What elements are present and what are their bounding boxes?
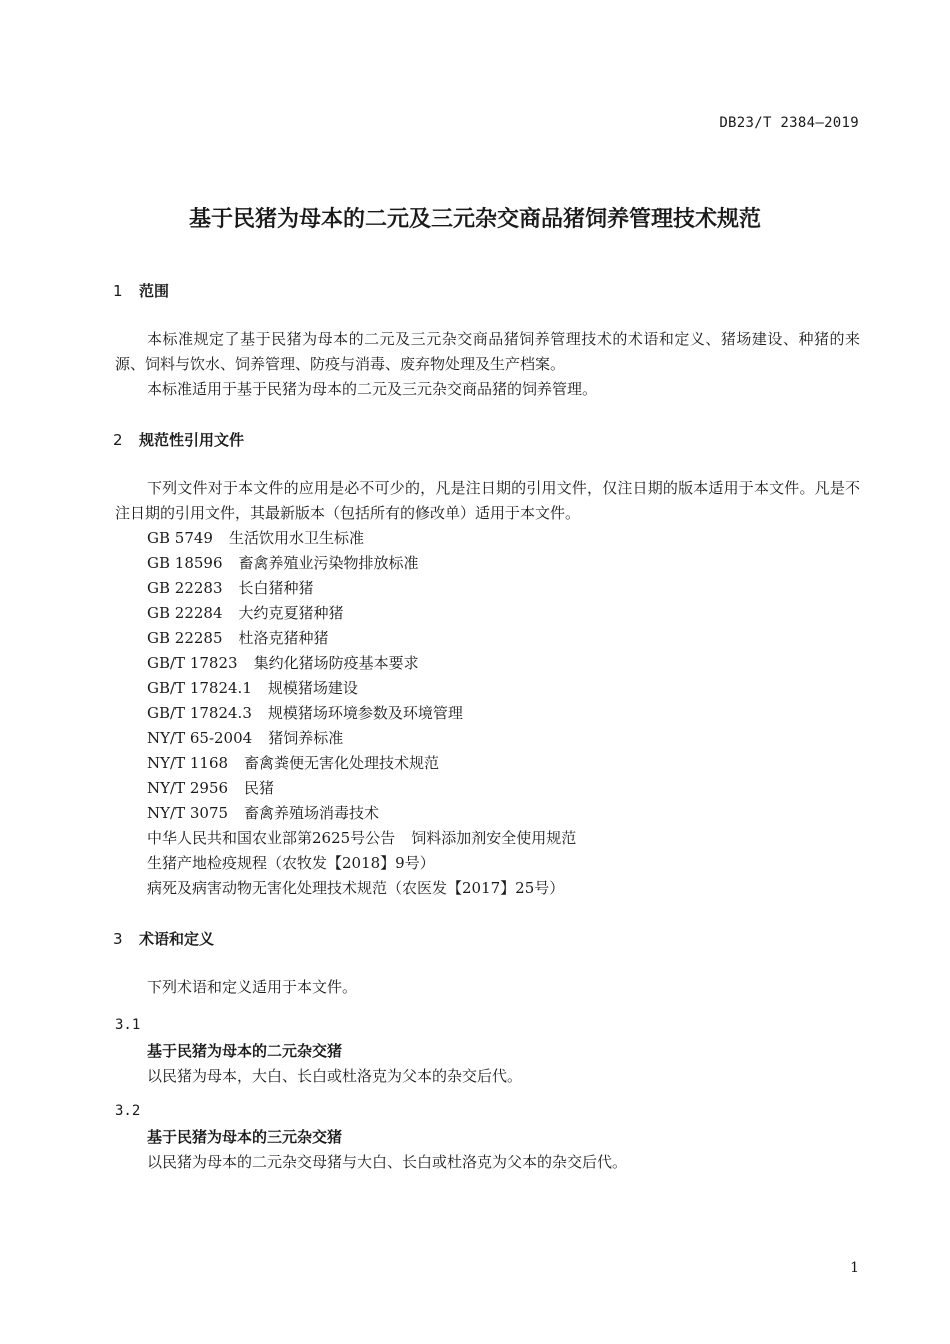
reference-name: 规模猪场环境参数及环境管理 bbox=[267, 704, 463, 722]
section-2-heading bbox=[113, 429, 244, 450]
reference-item bbox=[147, 852, 451, 873]
term-number: 3.2 bbox=[115, 1103, 141, 1119]
reference-item bbox=[147, 777, 274, 798]
reference-item bbox=[147, 552, 419, 573]
reference-name: 生活饮用水卫生标准 bbox=[228, 529, 364, 547]
reference-name: 畜禽养殖场消毒技术 bbox=[244, 804, 380, 822]
reference-item bbox=[147, 827, 576, 848]
section-3-heading bbox=[113, 928, 214, 949]
standard-code: DB23/T 2384—2019 bbox=[719, 115, 859, 131]
section-number: 3 bbox=[113, 930, 123, 948]
term-number: 3.1 bbox=[115, 1017, 141, 1033]
section-1-paragraph-1: 本标准规定了基于民猪为母本的二元及三元杂交商品猪饲养管理技术的术语和定义、猪场建设、种猪的来源、饲料与饮水、饲养管理、防疫与消毒、废弃物处理及生产档案。 bbox=[115, 330, 860, 373]
reference-item bbox=[147, 652, 419, 673]
section-2-intro: 下列文件对于本文件的应用是必不可少的，凡是注日期的引用文件，仅注日期的版本适用于本文件。凡是不注日期的引用文件，其最新版本（包括所有的修改单）适用于本文件。 bbox=[115, 479, 860, 522]
reference-code: GB/T 17824.1 bbox=[147, 679, 252, 697]
reference-item bbox=[147, 752, 439, 773]
reference-name: 畜禽粪便无害化处理技术规范 bbox=[244, 754, 440, 772]
section-title: 规范性引用文件 bbox=[139, 431, 245, 449]
reference-name: 规模猪场建设 bbox=[267, 679, 358, 697]
reference-code: NY/T 3075 bbox=[147, 804, 229, 822]
document-title: 基于民猪为母本的二元及三元杂交商品猪饲养管理技术规范 bbox=[188, 207, 761, 232]
reference-item bbox=[147, 727, 343, 748]
reference-code: NY/T 1168 bbox=[147, 754, 229, 772]
section-title: 范围 bbox=[139, 282, 170, 300]
reference-code: GB/T 17823 bbox=[147, 654, 238, 672]
reference-item bbox=[147, 702, 463, 723]
section-number: 1 bbox=[113, 282, 123, 300]
section-3-intro: 下列术语和定义适用于本文件。 bbox=[147, 978, 358, 996]
reference-name: 大约克夏猪种猪 bbox=[238, 604, 344, 622]
reference-code: GB 18596 bbox=[147, 554, 223, 572]
section-1-paragraph-2: 本标准适用于基于民猪为母本的二元及三元杂交商品猪的饲养管理。 bbox=[147, 380, 598, 398]
reference-item bbox=[147, 602, 344, 623]
reference-code: GB 5749 bbox=[147, 529, 213, 547]
term-title: 基于民猪为母本的三元杂交猪 bbox=[147, 1128, 343, 1146]
reference-code: GB/T 17824.3 bbox=[147, 704, 252, 722]
reference-name: 杜洛克猪种猪 bbox=[238, 629, 329, 647]
reference-code: GB 22284 bbox=[147, 604, 223, 622]
section-number: 2 bbox=[113, 431, 123, 449]
reference-item bbox=[147, 577, 314, 598]
reference-name: 集约化猪场防疫基本要求 bbox=[253, 654, 419, 672]
reference-name: 饲料添加剂安全使用规范 bbox=[411, 829, 577, 847]
term-title: 基于民猪为母本的二元杂交猪 bbox=[147, 1042, 343, 1060]
reference-code: 生猪产地检疫规程（农牧发【2018】9号） bbox=[147, 854, 435, 872]
reference-item bbox=[147, 677, 358, 698]
section-1-heading bbox=[113, 280, 169, 301]
reference-item bbox=[147, 527, 364, 548]
reference-code: 病死及病害动物无害化处理技术规范（农医发【2017】25号） bbox=[147, 879, 565, 897]
reference-code: GB 22285 bbox=[147, 629, 223, 647]
term-definition: 以民猪为母本，大白、长白或杜洛克为父本的杂交后代。 bbox=[147, 1067, 523, 1085]
reference-item bbox=[147, 627, 329, 648]
reference-name: 畜禽养殖业污染物排放标准 bbox=[238, 554, 419, 572]
reference-name: 长白猪种猪 bbox=[238, 579, 314, 597]
page-number: 1 bbox=[850, 1260, 859, 1276]
reference-item bbox=[147, 802, 379, 823]
reference-name: 民猪 bbox=[244, 779, 275, 797]
reference-code: 中华人民共和国农业部第2625号公告 bbox=[147, 829, 396, 847]
term-definition: 以民猪为母本的二元杂交母猪与大白、长白或杜洛克为父本的杂交后代。 bbox=[147, 1153, 628, 1171]
reference-name: 猪饲养标准 bbox=[268, 729, 344, 747]
reference-code: NY/T 65-2004 bbox=[147, 729, 253, 747]
reference-code: NY/T 2956 bbox=[147, 779, 229, 797]
reference-item bbox=[147, 877, 580, 898]
section-title: 术语和定义 bbox=[139, 930, 215, 948]
reference-code: GB 22283 bbox=[147, 579, 223, 597]
